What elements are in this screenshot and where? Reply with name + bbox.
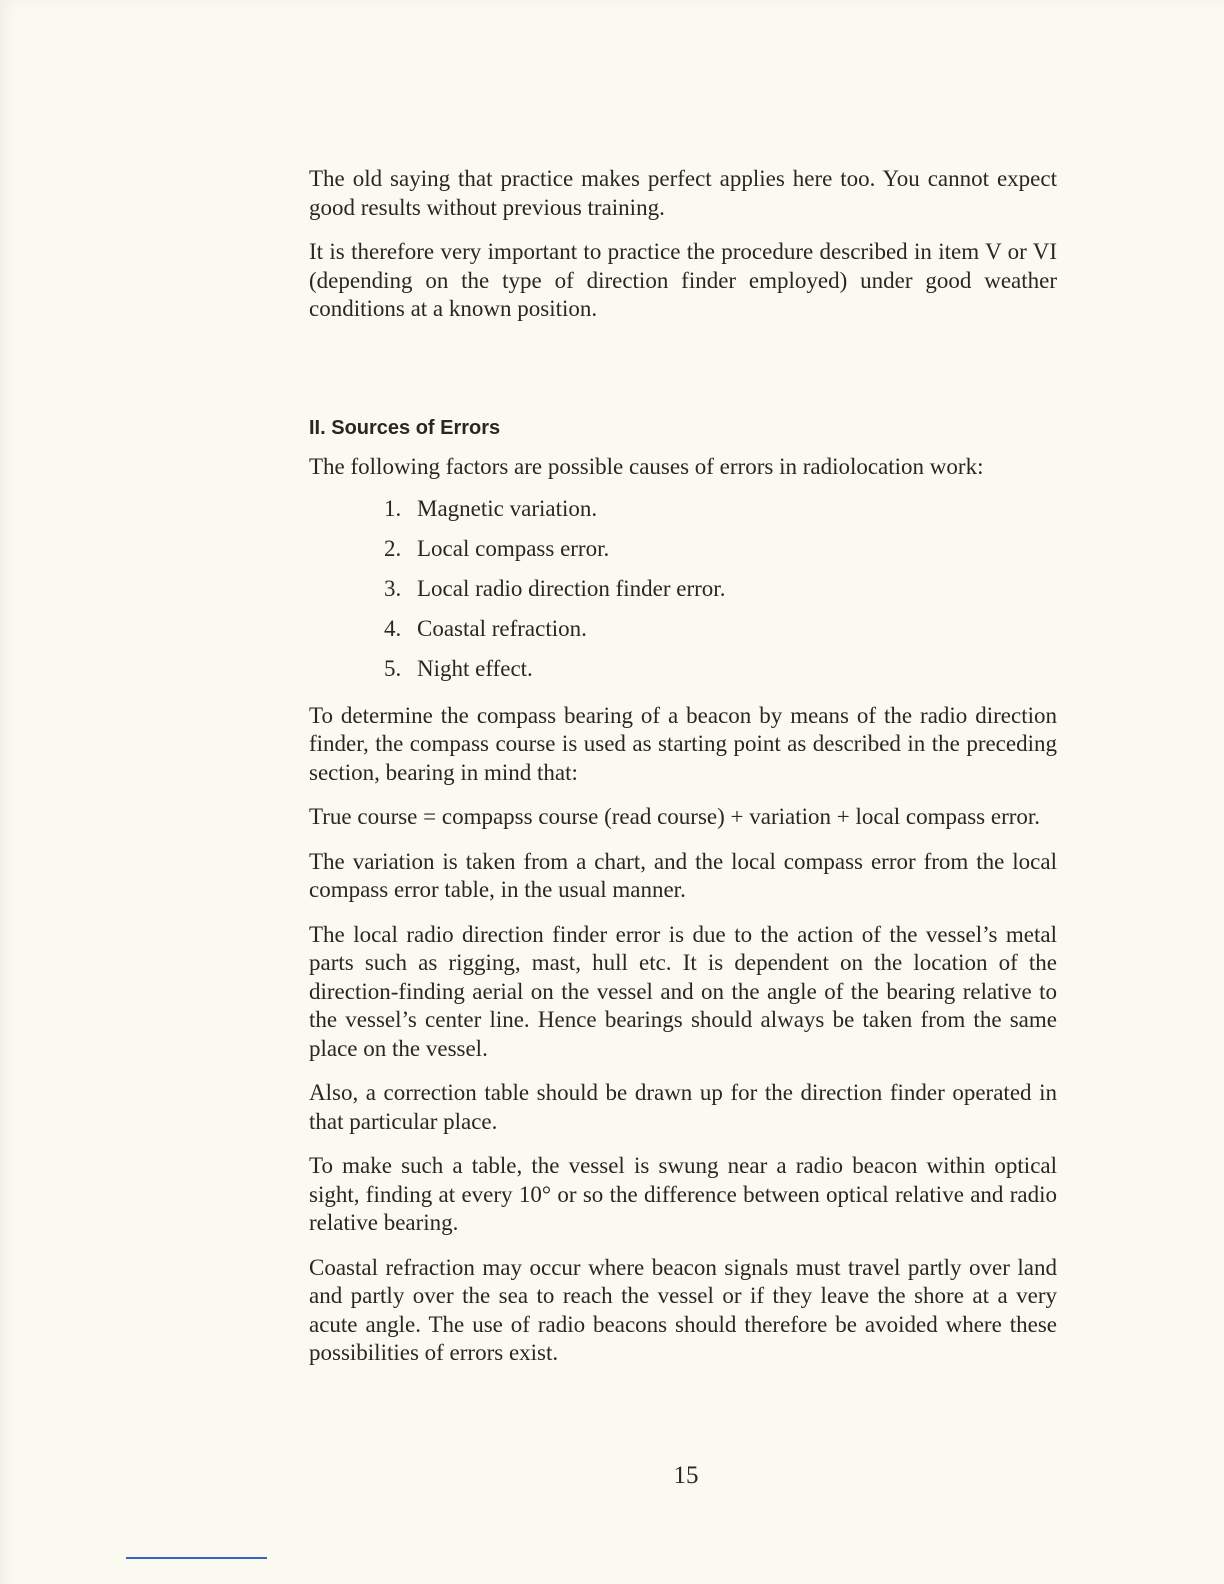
- list-item-number: 5.: [384, 656, 402, 681]
- body-paragraph-correction-table: Also, a correction table should be drawn up for the direction finder operated in that particular place.: [309, 1080, 1057, 1134]
- page-content: [309, 165, 1057, 1368]
- list-item-number: 4.: [384, 616, 402, 641]
- list-item-number: 2.: [384, 536, 402, 561]
- body-paragraph-variation: The variation is taken from a chart, and the local compass error from the local compass error table, in the usual manner.: [309, 848, 1057, 902]
- list-item-text: Local radio direction finder error.: [417, 576, 726, 601]
- list-item-text: Coastal refraction.: [417, 616, 587, 641]
- footer-rule: [126, 1557, 267, 1559]
- list-item-number: 1.: [384, 496, 402, 521]
- list-item-number: 3.: [384, 576, 402, 601]
- list-item: [384, 615, 1057, 644]
- body-paragraph-coastal-refraction: Coastal refraction may occur where beacon signals must travel partly over land and partly over the sea to reach the vessel or if they leave the shore at a very acute angle. The use of radio beacons should therefore be avoided where these possibilities of errors exist.: [309, 1254, 1057, 1365]
- body-paragraph-true-course-formula: True course = compapss course (read course) + variation + local compass error.: [309, 804, 1041, 829]
- page-edge-shadow: [0, 0, 14, 1584]
- body-paragraph-compass-bearing: To determine the compass bearing of a beacon by means of the radio direction finder, the compass course is used as starting point as described in the preceding section, bearing in mind that:: [309, 702, 1057, 785]
- list-item: [384, 655, 1057, 684]
- page-number: 15: [673, 1462, 699, 1489]
- list-item-text: Local compass error.: [417, 536, 610, 561]
- section-lead-paragraph: The following factors are possible causes of errors in radiolocation work:: [309, 453, 984, 479]
- intro-paragraph-2: It is therefore very important to practice the procedure described in item V or VI (depending on the type of direction finder employed) under good weather conditions at a known position.: [309, 239, 1057, 321]
- body-paragraph-local-rdf-error: The local radio direction finder error is due to the action of the vessel’s metal parts such as rigging, mast, hull etc. It is dependent on the location of the direction-finding aerial on the vessel and on the angle of the bearing relative to the vessel’s center line. Hence bearings should always be taken from the same place on the vessel.: [309, 921, 1057, 1061]
- error-sources-list: [309, 495, 1057, 684]
- list-item: [384, 535, 1057, 564]
- body-paragraph-swinging-procedure: To make such a table, the vessel is swung near a radio beacon within optical sight, finding at every 10° or so the difference between optical relative and radio relative bearing.: [309, 1153, 1057, 1235]
- list-item: [384, 575, 1057, 604]
- list-item: [384, 495, 1057, 524]
- list-item-text: Night effect.: [417, 656, 533, 681]
- intro-paragraph-1: The old saying that practice makes perfect applies here too. You cannot expect good results without previous training.: [309, 166, 1057, 220]
- section-heading: II. Sources of Errors: [309, 416, 501, 439]
- list-item-text: Magnetic variation.: [417, 496, 598, 521]
